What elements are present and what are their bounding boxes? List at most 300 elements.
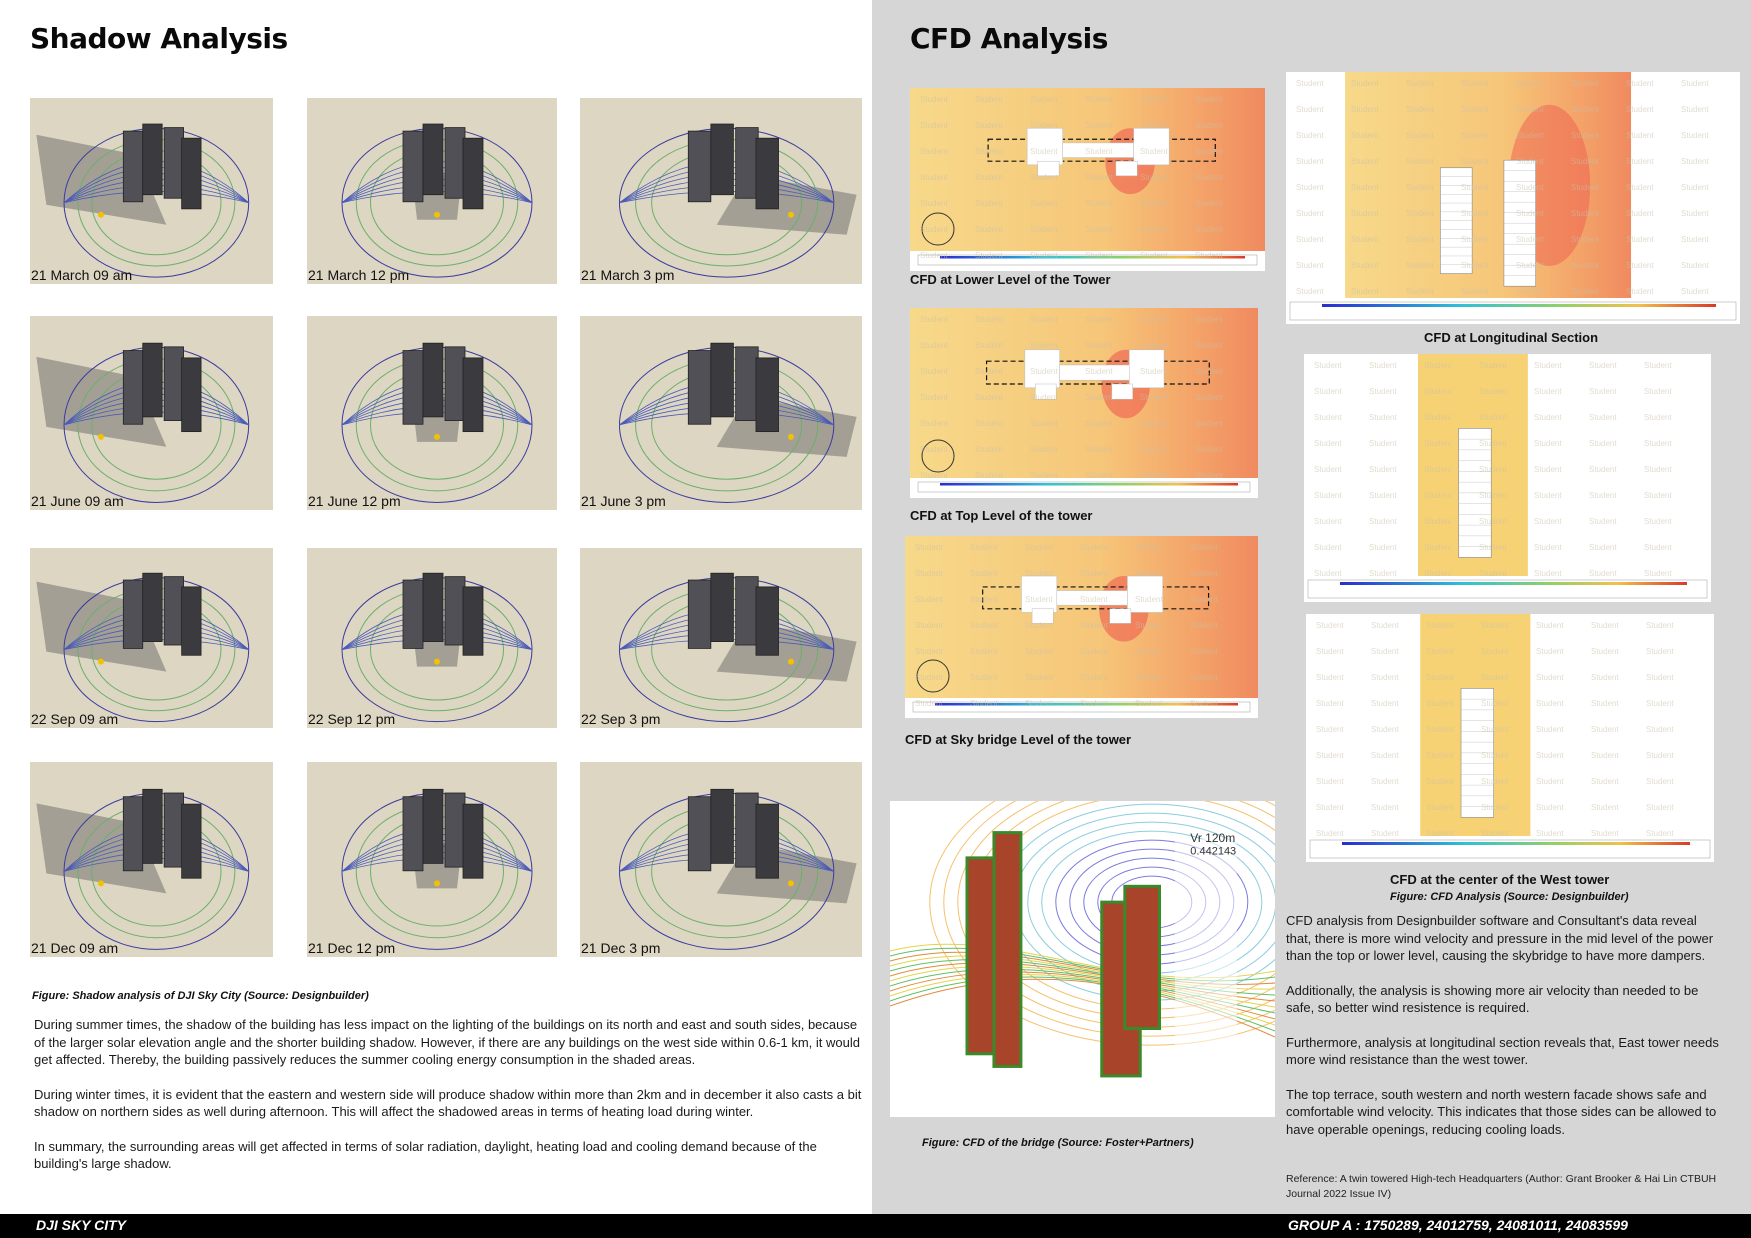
watermark-text: Student xyxy=(1461,131,1489,140)
watermark-text: Student xyxy=(1030,147,1058,156)
watermark-text: Student xyxy=(1351,183,1379,192)
velocity-legend xyxy=(1340,582,1687,585)
sun-marker xyxy=(434,434,440,440)
watermark-text: Student xyxy=(1195,393,1223,402)
tower-block xyxy=(182,138,201,209)
watermark-text: Student xyxy=(1351,131,1379,140)
watermark-text: Student xyxy=(1626,131,1654,140)
watermark-text: Student xyxy=(1516,235,1544,244)
watermark-text: Student xyxy=(1479,569,1507,578)
watermark-text: Student xyxy=(1140,121,1168,130)
watermark-text: Student xyxy=(1644,387,1672,396)
watermark-text: Student xyxy=(1516,287,1544,296)
watermark-text: Student xyxy=(1461,79,1489,88)
watermark-text: Student xyxy=(1534,361,1562,370)
cfd-figure-caption: Figure: CFD Analysis (Source: Designbuilder) xyxy=(1390,891,1629,903)
watermark-text: Student xyxy=(1369,361,1397,370)
watermark-text: Student xyxy=(1195,251,1223,260)
tower-block xyxy=(445,128,465,199)
watermark-text: Student xyxy=(1030,225,1058,234)
watermark-text: Student xyxy=(1646,673,1674,682)
tower-block xyxy=(711,789,734,863)
tower-footprint xyxy=(1112,384,1133,399)
cfd-analysis-title: CFD Analysis xyxy=(910,22,1108,55)
watermark-text: Student xyxy=(1681,183,1709,192)
cfd-longitudinal-caption: CFD at Longitudinal Section xyxy=(1424,330,1599,345)
watermark-text: Student xyxy=(1681,105,1709,114)
shadow-analysis-title: Shadow Analysis xyxy=(30,22,288,55)
watermark-text: Student xyxy=(1025,543,1053,552)
tower-block xyxy=(756,804,779,878)
watermark-text: Student xyxy=(1646,725,1674,734)
watermark-text: Student xyxy=(1030,445,1058,454)
sun-path-diagram xyxy=(307,762,557,957)
cfd-description xyxy=(1286,912,1722,1155)
watermark-text: Student xyxy=(1351,79,1379,88)
sun-path-diagram xyxy=(307,316,557,510)
shadow-tile-label: 21 Dec 3 pm xyxy=(581,940,661,956)
watermark-text: Student xyxy=(1351,287,1379,296)
tower-block xyxy=(688,351,711,425)
watermark-text: Student xyxy=(1481,803,1509,812)
watermark-text: Student xyxy=(1316,621,1344,630)
watermark-text: Student xyxy=(1316,647,1344,656)
watermark-text: Student xyxy=(1591,673,1619,682)
watermark-text: Student xyxy=(1481,751,1509,760)
tower-block xyxy=(423,573,443,641)
watermark-text: Student xyxy=(970,595,998,604)
sun-marker xyxy=(788,880,794,886)
watermark-text: Student xyxy=(1371,699,1399,708)
watermark-text: Student xyxy=(1571,287,1599,296)
tower-block xyxy=(143,124,162,195)
tower-block xyxy=(123,580,142,648)
tower-block xyxy=(463,138,483,209)
watermark-text: Student xyxy=(1626,79,1654,88)
watermark-text: Student xyxy=(1190,673,1218,682)
watermark-text: Student xyxy=(920,419,948,428)
reference-note: Reference: A twin towered High-tech Headquarters (Author: Grant Brooker & Hai Lin CTBUH Journal 2022 Issue IV) xyxy=(1286,1173,1717,1200)
watermark-text: Student xyxy=(1426,777,1454,786)
watermark-text: Student xyxy=(1534,569,1562,578)
watermark-text: Student xyxy=(1646,621,1674,630)
watermark-text: Student xyxy=(1140,393,1168,402)
watermark-text: Student xyxy=(1080,595,1108,604)
watermark-text: Student xyxy=(1681,235,1709,244)
shadow-tile-label: 22 Sep 3 pm xyxy=(581,711,661,727)
watermark-text: Student xyxy=(1371,725,1399,734)
tower-block xyxy=(463,358,483,432)
watermark-text: Student xyxy=(1351,157,1379,166)
watermark-text: Student xyxy=(1030,121,1058,130)
cfd-lower-level-caption: CFD at Lower Level of the Tower xyxy=(910,272,1111,287)
tower-block xyxy=(403,580,423,648)
watermark-text: Student xyxy=(1426,673,1454,682)
tower-block xyxy=(164,128,183,199)
watermark-text: Student xyxy=(1406,209,1434,218)
velocity-legend xyxy=(1322,304,1716,307)
cfd-west-tower-caption: CFD at the center of the West tower xyxy=(1390,872,1610,887)
watermark-text: Student xyxy=(1371,621,1399,630)
watermark-text: Student xyxy=(1195,419,1223,428)
watermark-text: Student xyxy=(1025,699,1053,708)
watermark-text: Student xyxy=(1085,251,1113,260)
watermark-text: Student xyxy=(1626,261,1654,270)
watermark-text: Student xyxy=(1314,413,1342,422)
watermark-text: Student xyxy=(1516,131,1544,140)
watermark-text: Student xyxy=(1646,777,1674,786)
watermark-text: Student xyxy=(1481,621,1509,630)
watermark-text: Student xyxy=(1371,673,1399,682)
watermark-text: Student xyxy=(920,147,948,156)
watermark-text: Student xyxy=(1424,361,1452,370)
watermark-text: Student xyxy=(1351,261,1379,270)
watermark-text: Student xyxy=(1296,287,1324,296)
watermark-text: Student xyxy=(1190,595,1218,604)
tower-block xyxy=(756,587,779,655)
watermark-text: Student xyxy=(1135,621,1163,630)
watermark-text: Student xyxy=(1426,803,1454,812)
watermark-text: Student xyxy=(1195,121,1223,130)
watermark-text: Student xyxy=(1644,543,1672,552)
watermark-text: Student xyxy=(1646,699,1674,708)
watermark-text: Student xyxy=(1296,105,1324,114)
watermark-text: Student xyxy=(1351,105,1379,114)
watermark-text: Student xyxy=(1140,341,1168,350)
watermark-text: Student xyxy=(1589,361,1617,370)
watermark-text: Student xyxy=(975,341,1003,350)
watermark-text: Student xyxy=(1080,621,1108,630)
watermark-text: Student xyxy=(915,569,943,578)
watermark-text: Student xyxy=(1195,445,1223,454)
watermark-text: Student xyxy=(1644,439,1672,448)
sun-marker xyxy=(98,880,104,886)
watermark-text: Student xyxy=(1369,517,1397,526)
watermark-text: Student xyxy=(1534,439,1562,448)
watermark-text: Student xyxy=(1589,569,1617,578)
watermark-text: Student xyxy=(920,471,948,480)
watermark-text: Student xyxy=(1646,803,1674,812)
watermark-text: Student xyxy=(1481,725,1509,734)
watermark-text: Student xyxy=(975,173,1003,182)
tower-block xyxy=(123,131,142,202)
watermark-text: Student xyxy=(1644,361,1672,370)
watermark-text: Student xyxy=(1479,491,1507,500)
watermark-text: Student xyxy=(1025,569,1053,578)
watermark-text: Student xyxy=(1030,251,1058,260)
watermark-text: Student xyxy=(1314,439,1342,448)
sun-marker xyxy=(434,212,440,218)
shadow-tile-label: 21 Dec 12 pm xyxy=(308,940,396,956)
watermark-text: Student xyxy=(970,673,998,682)
watermark-text: Student xyxy=(1140,419,1168,428)
cfd-west-tower-image-2 xyxy=(1306,614,1714,862)
watermark-text: Student xyxy=(1025,673,1053,682)
cfd-longitudinal-section-image xyxy=(1286,72,1740,324)
watermark-text: Student xyxy=(1681,157,1709,166)
tower-footprint xyxy=(1110,609,1131,624)
watermark-text: Student xyxy=(920,199,948,208)
watermark-text: Student xyxy=(1591,777,1619,786)
watermark-text: Student xyxy=(1626,183,1654,192)
watermark-text: Student xyxy=(1591,621,1619,630)
shadow-tile xyxy=(30,98,273,284)
watermark-text: Student xyxy=(1030,367,1058,376)
watermark-text: Student xyxy=(970,543,998,552)
watermark-text: Student xyxy=(1195,225,1223,234)
tower-block xyxy=(445,347,465,421)
watermark-text: Student xyxy=(1085,445,1113,454)
watermark-text: Student xyxy=(1314,491,1342,500)
cfd-paragraph: The top terrace, south western and north western facade shows safe and comfortable wind velocity. This indicates that those sides can be allowed to have operable openings, reducing cooling loads. xyxy=(1286,1086,1717,1137)
shadow-tile xyxy=(580,548,862,728)
velocity-legend xyxy=(940,483,1238,486)
watermark-text: Student xyxy=(1646,751,1674,760)
tower-block xyxy=(756,138,779,209)
sun-marker xyxy=(98,659,104,665)
cfd-skybridge-level-caption: CFD at Sky bridge Level of the tower xyxy=(905,732,1132,747)
watermark-text: Student xyxy=(1195,147,1223,156)
watermark-text: Student xyxy=(1591,751,1619,760)
watermark-text: Student xyxy=(915,699,943,708)
shadow-tile-label: 22 Sep 09 am xyxy=(31,711,119,727)
watermark-text: Student xyxy=(1085,341,1113,350)
watermark-text: Student xyxy=(920,393,948,402)
watermark-text: Student xyxy=(1426,621,1454,630)
watermark-text: Student xyxy=(1481,777,1509,786)
watermark-text: Student xyxy=(1479,387,1507,396)
watermark-text: Student xyxy=(1534,387,1562,396)
watermark-text: Student xyxy=(1424,439,1452,448)
shadow-tile xyxy=(580,98,862,284)
watermark-text: Student xyxy=(915,595,943,604)
watermark-text: Student xyxy=(920,341,948,350)
watermark-text: Student xyxy=(1536,803,1564,812)
watermark-text: Student xyxy=(1135,647,1163,656)
watermark-text: Student xyxy=(1140,173,1168,182)
watermark-text: Student xyxy=(1190,543,1218,552)
sun-marker xyxy=(98,434,104,440)
watermark-text: Student xyxy=(1190,621,1218,630)
watermark-text: Student xyxy=(1626,209,1654,218)
watermark-text: Student xyxy=(1571,209,1599,218)
watermark-text: Student xyxy=(920,95,948,104)
watermark-text: Student xyxy=(1025,621,1053,630)
watermark-text: Student xyxy=(1589,543,1617,552)
watermark-text: Student xyxy=(1479,413,1507,422)
tower-block xyxy=(711,573,734,641)
tower-block xyxy=(182,358,201,432)
watermark-text: Student xyxy=(1646,829,1674,838)
group-members: GROUP A : 1750289, 24012759, 24081011, 24083599 xyxy=(1288,1217,1628,1233)
watermark-text: Student xyxy=(1534,491,1562,500)
watermark-text: Student xyxy=(975,225,1003,234)
tower-block xyxy=(711,343,734,417)
watermark-text: Student xyxy=(1195,173,1223,182)
bridge-legend-value: 0.442143 xyxy=(1190,845,1237,858)
watermark-text: Student xyxy=(1369,413,1397,422)
shadow-tile-label: 21 June 3 pm xyxy=(581,493,666,509)
watermark-text: Student xyxy=(1140,445,1168,454)
watermark-text: Student xyxy=(1371,829,1399,838)
cfd-paragraph: Additionally, the analysis is showing more air velocity than needed to be safe, so better wind resistence is required. xyxy=(1286,982,1699,1015)
watermark-text: Student xyxy=(1426,751,1454,760)
watermark-text: Student xyxy=(1591,829,1619,838)
watermark-text: Student xyxy=(1140,199,1168,208)
watermark-text: Student xyxy=(1314,361,1342,370)
watermark-text: Student xyxy=(975,419,1003,428)
watermark-text: Student xyxy=(1536,777,1564,786)
sun-path-diagram xyxy=(30,762,273,957)
watermark-text: Student xyxy=(1025,647,1053,656)
watermark-text: Student xyxy=(1369,543,1397,552)
shadow-tile xyxy=(580,762,862,957)
watermark-text: Student xyxy=(1536,725,1564,734)
watermark-text: Student xyxy=(920,315,948,324)
tower-block xyxy=(164,793,183,867)
watermark-text: Student xyxy=(1030,173,1058,182)
watermark-text: Student xyxy=(1406,105,1434,114)
watermark-text: Student xyxy=(920,367,948,376)
watermark-text: Student xyxy=(1571,183,1599,192)
cfd-west-tower-image-1 xyxy=(1304,354,1711,602)
cfd-bridge-render xyxy=(890,801,1275,1117)
tower-block xyxy=(123,351,142,425)
footer-bar xyxy=(0,1214,1751,1238)
tower-block xyxy=(123,797,142,871)
watermark-text: Student xyxy=(1316,725,1344,734)
watermark-text: Student xyxy=(1426,699,1454,708)
watermark-text: Student xyxy=(1030,341,1058,350)
watermark-text: Student xyxy=(1371,777,1399,786)
watermark-text: Student xyxy=(1140,471,1168,480)
cfd-paragraph: CFD analysis from Designbuilder software and Consultant's data reveal that, there is more wind velocity and pressure in the mid level of the power than the top or lower level, causing the skybridge to have more dampers. xyxy=(1286,913,1714,963)
sun-marker xyxy=(434,659,440,665)
watermark-text: Student xyxy=(1424,491,1452,500)
watermark-text: Student xyxy=(1135,699,1163,708)
watermark-text: Student xyxy=(1085,199,1113,208)
watermark-text: Student xyxy=(1479,517,1507,526)
shadow-tile-label: 21 Dec 09 am xyxy=(31,940,119,956)
watermark-text: Student xyxy=(1536,621,1564,630)
watermark-text: Student xyxy=(970,621,998,630)
watermark-text: Student xyxy=(1589,439,1617,448)
watermark-text: Student xyxy=(920,251,948,260)
watermark-text: Student xyxy=(1534,413,1562,422)
watermark-text: Student xyxy=(1516,209,1544,218)
cfd-plot xyxy=(1304,354,1711,602)
watermark-text: Student xyxy=(1085,225,1113,234)
cfd-plot xyxy=(905,536,1258,718)
shadow-tile xyxy=(30,762,273,957)
watermark-text: Student xyxy=(1085,367,1113,376)
watermark-text: Student xyxy=(1534,543,1562,552)
sun-path-diagram xyxy=(30,98,273,284)
watermark-text: Student xyxy=(1424,465,1452,474)
tower-block xyxy=(688,580,711,648)
watermark-text: Student xyxy=(1424,387,1452,396)
tower-block xyxy=(463,587,483,655)
watermark-text: Student xyxy=(1190,569,1218,578)
watermark-text: Student xyxy=(975,147,1003,156)
watermark-text: Student xyxy=(1534,465,1562,474)
watermark-text: Student xyxy=(1080,699,1108,708)
shadow-tile xyxy=(580,316,862,510)
watermark-text: Student xyxy=(1314,569,1342,578)
watermark-text: Student xyxy=(975,393,1003,402)
watermark-text: Student xyxy=(1536,829,1564,838)
tower-block xyxy=(688,797,711,871)
watermark-text: Student xyxy=(915,647,943,656)
sun-path-diagram xyxy=(30,316,273,510)
watermark-text: Student xyxy=(1626,157,1654,166)
watermark-text: Student xyxy=(1369,439,1397,448)
watermark-text: Student xyxy=(1644,517,1672,526)
tower-block xyxy=(403,797,423,871)
watermark-text: Student xyxy=(1369,387,1397,396)
watermark-text: Student xyxy=(1516,183,1544,192)
watermark-text: Student xyxy=(975,199,1003,208)
sun-marker xyxy=(788,659,794,665)
watermark-text: Student xyxy=(915,621,943,630)
watermark-text: Student xyxy=(1369,491,1397,500)
watermark-text: Student xyxy=(1536,647,1564,656)
watermark-text: Student xyxy=(1589,491,1617,500)
watermark-text: Student xyxy=(1085,121,1113,130)
watermark-text: Student xyxy=(1516,105,1544,114)
watermark-text: Student xyxy=(1190,647,1218,656)
watermark-text: Student xyxy=(1516,261,1544,270)
tower-block xyxy=(143,343,162,417)
watermark-text: Student xyxy=(1085,419,1113,428)
watermark-text: Student xyxy=(1025,595,1053,604)
watermark-text: Student xyxy=(1080,543,1108,552)
watermark-text: Student xyxy=(1351,209,1379,218)
watermark-text: Student xyxy=(1591,803,1619,812)
shadow-tile-label: 21 March 09 am xyxy=(31,267,133,283)
velocity-legend xyxy=(1342,842,1690,845)
tower-block xyxy=(736,347,759,421)
shadow-tile xyxy=(307,98,557,284)
watermark-text: Student xyxy=(1296,261,1324,270)
watermark-text: Student xyxy=(1030,95,1058,104)
watermark-text: Student xyxy=(1479,543,1507,552)
watermark-text: Student xyxy=(1351,235,1379,244)
cfd-top-level-image xyxy=(910,308,1258,498)
watermark-text: Student xyxy=(1085,95,1113,104)
sun-path-diagram xyxy=(307,548,557,728)
watermark-text: Student xyxy=(1085,393,1113,402)
watermark-text: Student xyxy=(1080,647,1108,656)
watermark-text: Student xyxy=(1140,147,1168,156)
watermark-text: Student xyxy=(920,445,948,454)
project-name: DJI SKY CITY xyxy=(36,1217,126,1233)
watermark-text: Student xyxy=(1479,439,1507,448)
watermark-text: Student xyxy=(1195,199,1223,208)
watermark-text: Student xyxy=(975,95,1003,104)
sun-marker xyxy=(434,880,440,886)
sun-marker xyxy=(788,212,794,218)
watermark-text: Student xyxy=(1461,287,1489,296)
watermark-text: Student xyxy=(1080,569,1108,578)
watermark-text: Student xyxy=(1140,225,1168,234)
watermark-text: Student xyxy=(1140,251,1168,260)
watermark-text: Student xyxy=(1426,829,1454,838)
shadow-tile-label: 21 March 3 pm xyxy=(581,267,675,283)
shadow-tile-label: 21 June 09 am xyxy=(31,493,124,509)
watermark-text: Student xyxy=(1314,465,1342,474)
watermark-text: Student xyxy=(1646,647,1674,656)
